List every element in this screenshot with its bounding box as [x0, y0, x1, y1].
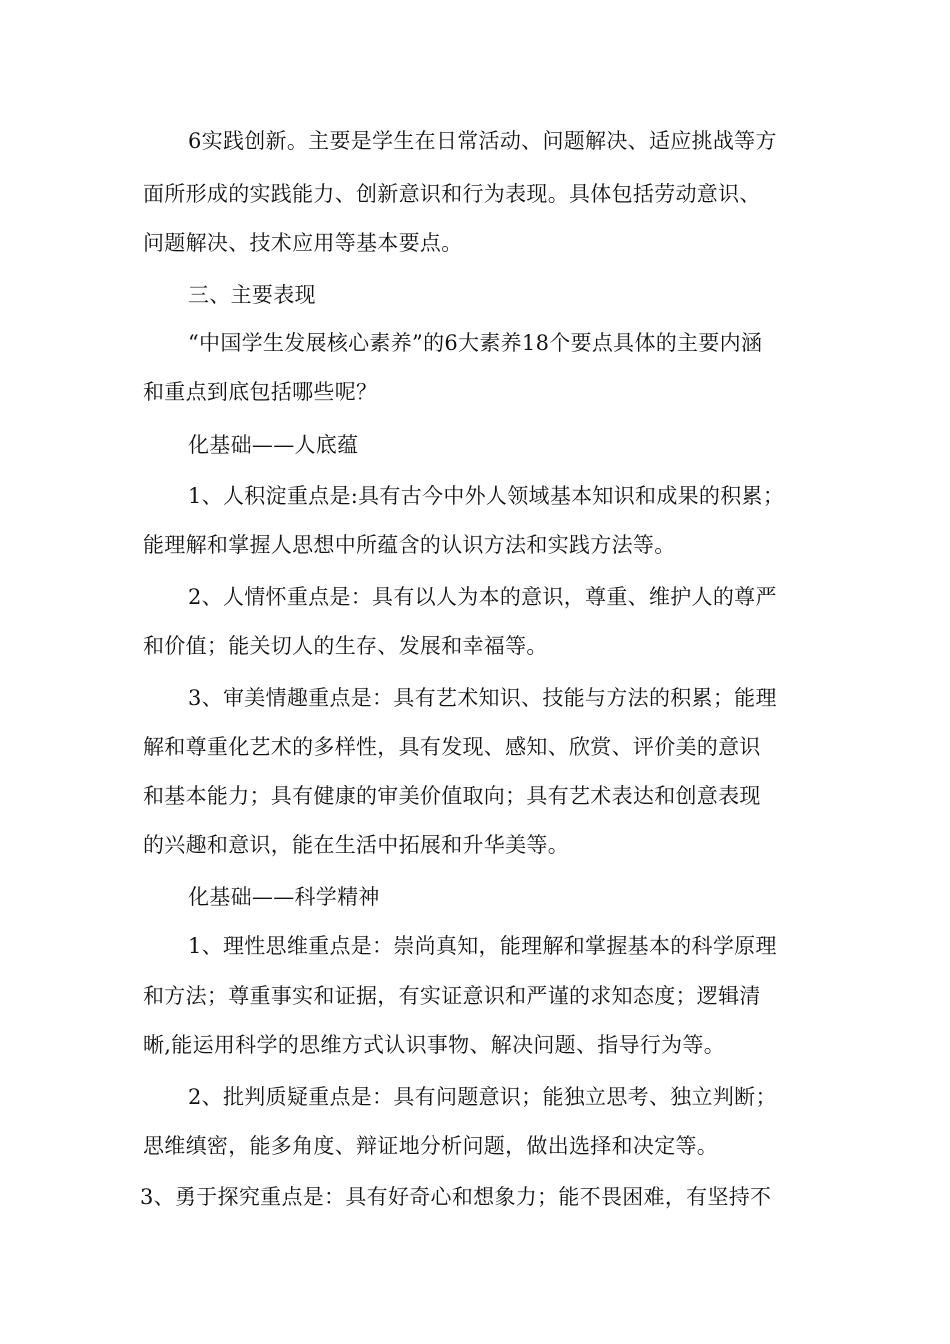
paragraph-aesthetic-taste-line-1: 3、审美情趣重点是：具有艺术知识、技能与方法的积累；能理	[188, 686, 777, 710]
paragraph-aesthetic-taste-line-4: 的兴趣和意识，能在生活中拓展和升华美等。	[143, 833, 569, 857]
paragraph-question-line-1: “中国学生发展核心素养”的6大素养18个要点具体的主要内涵	[188, 331, 763, 355]
paragraph-practice-innovation-line-1: 6实践创新。主要是学生在日常活动、问题解决、适应挑战等方	[188, 129, 777, 153]
subheading-scientific-spirit: 化基础——科学精神	[188, 885, 380, 909]
paragraph-humanistic-accumulation-line-2: 能理解和掌握人思想中所蕴含的认识方法和实践方法等。	[143, 533, 676, 557]
paragraph-humanistic-care-line-1: 2、人情怀重点是：具有以人为本的意识，尊重、维护人的尊严	[188, 585, 777, 609]
section-heading-main-performance: 三、主要表现	[188, 283, 316, 307]
paragraph-aesthetic-taste-line-2: 解和尊重化艺术的多样性，具有发现、感知、欣赏、评价美的意识	[143, 735, 761, 759]
paragraph-rational-thinking-line-1: 1、理性思维重点是：崇尚真知，能理解和掌握基本的科学原理	[188, 934, 777, 958]
paragraph-humanistic-accumulation-line-1: 1、人积淀重点是:具有古今中外人领域基本知识和成果的积累；	[188, 484, 785, 508]
paragraph-rational-thinking-line-3: 晰,能运用科学的思维方式认识事物、解决问题、指导行为等。	[143, 1033, 726, 1057]
paragraph-practice-innovation-line-3: 问题解决、技术应用等基本要点。	[143, 231, 463, 255]
paragraph-critical-questioning-line-2: 思维缜密，能多角度、辩证地分析问题，做出选择和决定等。	[143, 1134, 719, 1158]
paragraph-aesthetic-taste-line-3: 和基本能力；具有健康的审美价值取向；具有艺术表达和创意表现	[143, 784, 761, 808]
paragraph-practice-innovation-line-2: 面所形成的实践能力、创新意识和行为表现。具体包括劳动意识、	[143, 182, 761, 206]
paragraph-humanistic-care-line-2: 和价值；能关切人的生存、发展和幸福等。	[143, 634, 548, 658]
subheading-humanistic-foundation: 化基础——人底蕴	[188, 433, 359, 457]
paragraph-critical-questioning-line-1: 2、批判质疑重点是：具有问题意识；能独立思考、独立判断；	[188, 1085, 777, 1109]
paragraph-question-line-2: 和重点到底包括哪些呢？	[143, 380, 378, 404]
paragraph-rational-thinking-line-2: 和方法；尊重事实和证据，有实证意识和严谨的求知态度；逻辑清	[143, 984, 761, 1008]
paragraph-courage-to-explore-line-1: 3、勇于探究重点是：具有好奇心和想象力；能不畏困难，有坚持不	[140, 1185, 772, 1209]
